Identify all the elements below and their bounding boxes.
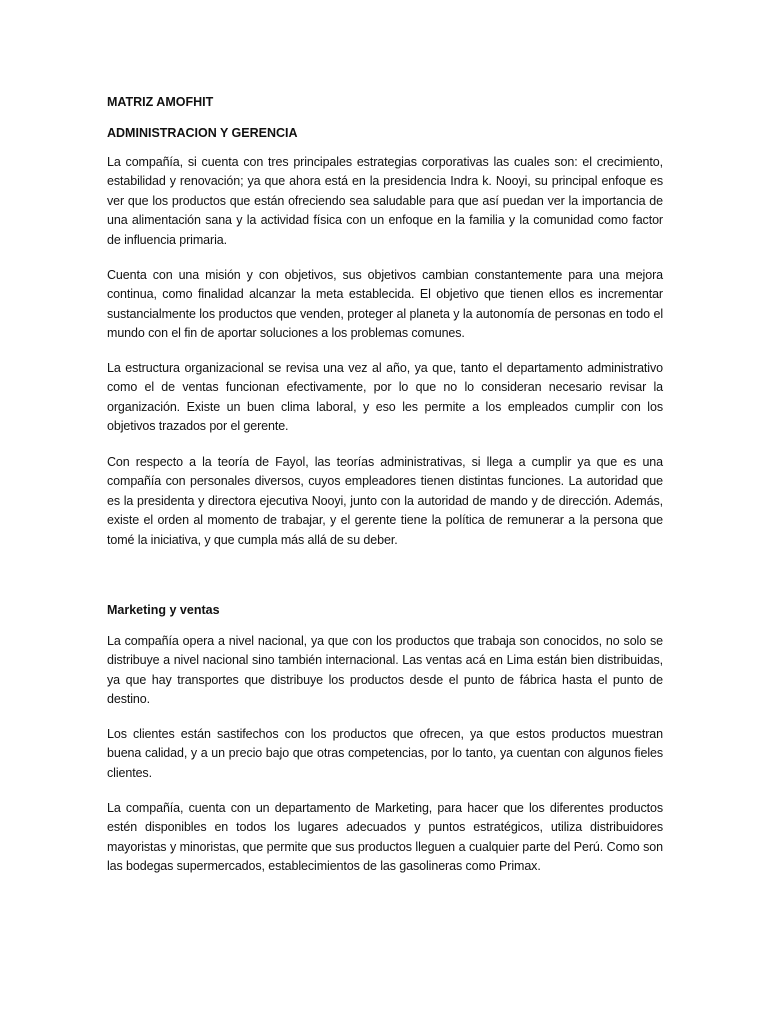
section-heading-administracion: ADMINISTRACION Y GERENCIA <box>107 126 298 140</box>
paragraph: Con respecto a la teoría de Fayol, las teorías administrativas, si llega a cumplir ya que es una compañía con personales diversos, cuyos empleadores tienen distintas funciones. La autoridad que es la presidenta y directora ejecutiva Nooyi, junto con la autoridad de mando y de dirección. Además, existe el orden al momento de trabajar, y el gerente tiene la política de remunerar a la persona que tomé la iniciativa, y que cumpla más allá de su deber. <box>107 455 663 547</box>
paragraph: Cuenta con una misión y con objetivos, sus objetivos cambian constantemente para una mejora continua, como finalidad alcanzar la meta establecida. El objetivo que tienen ellos es incrementar sustancialmente los productos que venden, proteger al planeta y la autonomía de personas en todo el mundo con el fin de aportar soluciones a los problemas comunes. <box>107 268 663 341</box>
paragraph: La compañía, si cuenta con tres principales estrategias corporativas las cuales son: el crecimiento, estabilidad y renovación; ya que ahora está en la presidencia Indra k. Nooyi, su principal enfoque es ver que los productos que están ofreciendo sea saludable para que así puedan ver la importancia de una alimentación sana y la actividad física con un enfoque en la familia y la comunidad como factor de influencia primaria. <box>107 155 663 247</box>
paragraph: La estructura organizacional se revisa una vez al año, ya que, tanto el departamento administrativo como el de ventas funcionan efectivamente, por lo que no lo consideran necesario revisar la organización. Existe un buen clima laboral, y eso les permite a los empleados cumplir con los objetivos trazados por el gerente. <box>107 361 663 434</box>
document-title: MATRIZ AMOFHIT <box>107 95 214 109</box>
paragraph: La compañía opera a nivel nacional, ya que con los productos que trabaja son conocidos, no solo se distribuye a nivel nacional sino también internacional. Las ventas acá en Lima están bien distribuidas, ya que hay transportes que distribuye los productos desde el punto de fábrica hasta el punto de destino. <box>107 634 663 707</box>
paragraph: La compañía, cuenta con un departamento de Marketing, para hacer que los diferentes productos estén disponibles en todos los lugares adecuados y puntos estratégicos, utiliza distribuidores mayoristas y minoristas, que permite que sus productos lleguen a cualquier parte del Perú. Como son las bodegas supermercados, establecimientos de las gasolineras como Primax. <box>107 801 663 874</box>
paragraph: Los clientes están sastifechos con los productos que ofrecen, ya que estos productos muestran buena calidad, y a un precio bajo que otras competencias, por lo tanto, ya cuentan con algunos fieles clientes. <box>107 727 663 780</box>
section-heading-marketing: Marketing y ventas <box>107 603 220 617</box>
